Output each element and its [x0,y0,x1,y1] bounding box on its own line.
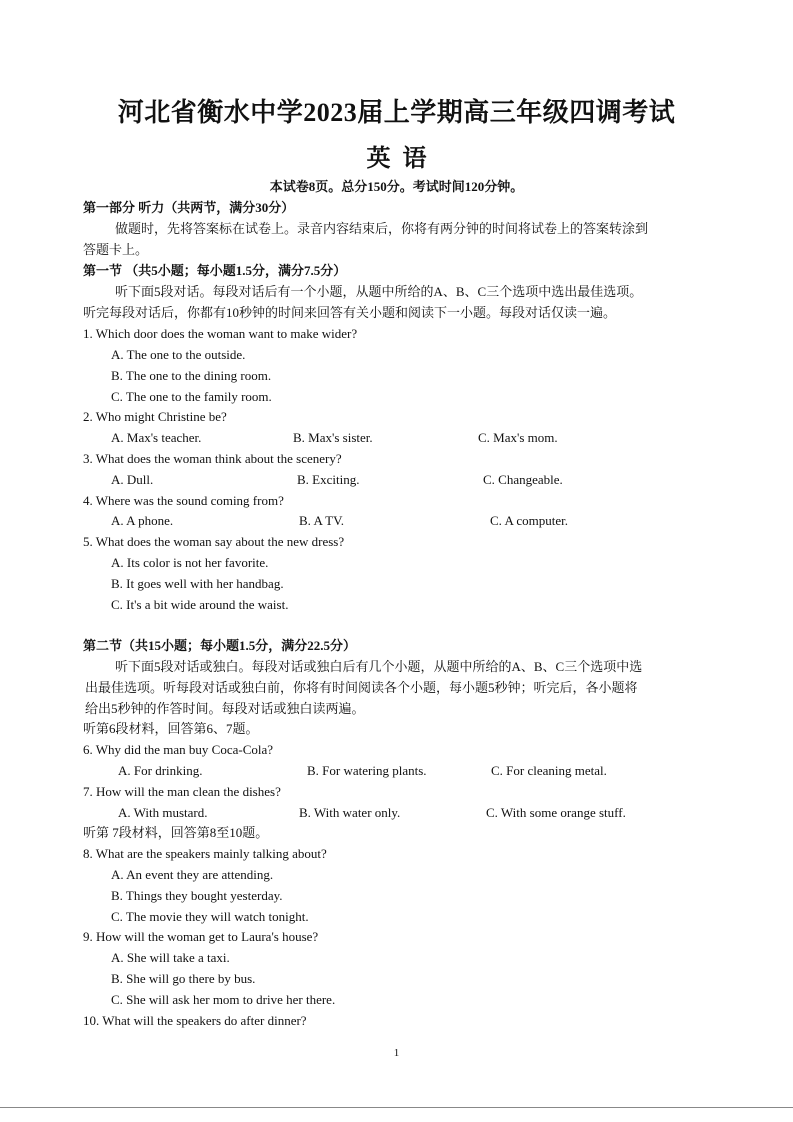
question-7-option-c: C. With some orange stuff. [486,805,626,820]
page-number: 1 [393,1047,400,1059]
section2-heading: 第二节（共15小题；每小题1.5分，满分22.5分） [83,638,357,653]
question-4-option-c: C. A computer. [490,513,568,528]
question-4-option-b: B. A TV. [299,513,345,528]
question-2: 2. Who might Christine be? [83,409,227,424]
material-7-note: 听第 7段材料，回答第8至10题。 [83,825,269,840]
question-1-option-a: A. The one to the outside. [111,347,246,362]
question-10: 10. What will the speakers do after dinner? [83,1013,307,1028]
part1-instruction: 做题时，先将答案标在试卷上。录音内容结束后，你将有两分钟的时间将试卷上的答案转涂到 [115,221,649,236]
part1-instruction-cont: 答题卡上。 [83,242,149,257]
page-bottom-divider [0,1107,793,1108]
section2-instruction: 听下面5段对话或独白。每段对话或独白后有几个小题，从题中所给的A、B、C三个选项中选 [115,659,643,674]
material-6-note: 听第6段材料，回答第6、7题。 [83,721,259,736]
question-8-option-c: C. The movie they will watch tonight. [111,909,309,924]
question-7-option-a: A. With mustard. [118,805,208,820]
subject-title: 英 语 [366,146,427,172]
section1-instruction: 听下面5段对话。每段对话后有一个小题，从题中所给的A、B、C三个选项中选出最佳选项。 [115,284,643,299]
question-9: 9. How will the woman get to Laura's house? [83,929,319,944]
question-6-option-b: B. For watering plants. [307,763,427,778]
exam-title: 河北省衡水中学2023届上学期高三年级四调考试 [117,98,676,127]
question-2-option-b: B. Max's sister. [293,430,373,445]
question-6-option-a: A. For drinking. [118,763,203,778]
question-3-option-a: A. Dull. [111,472,154,487]
section2-instruction-end: 给出5秒钟的作答时间。每段对话或独白读两遍。 [85,701,365,716]
question-1: 1. Which door does the woman want to make wider? [83,326,358,341]
question-8-option-b: B. Things they bought yesterday. [111,888,283,903]
question-5-option-b: B. It goes well with her handbag. [111,576,284,591]
question-4-option-a: A. A phone. [111,513,174,528]
question-6: 6. Why did the man buy Coca-Cola? [83,742,274,757]
question-8-option-a: A. An event they are attending. [111,867,274,882]
question-4: 4. Where was the sound coming from? [83,493,284,508]
question-9-option-c: C. She will ask her mom to drive her there. [111,992,336,1007]
question-3-option-c: C. Changeable. [483,472,563,487]
question-5-option-a: A. Its color is not her favorite. [111,555,269,570]
question-2-option-c: C. Max's mom. [478,430,558,445]
question-5: 5. What does the woman say about the new dress? [83,534,345,549]
question-3-option-b: B. Exciting. [297,472,360,487]
question-8: 8. What are the speakers mainly talking about? [83,846,327,861]
question-7-option-b: B. With water only. [299,805,401,820]
part1-heading: 第一部分 听力（共两节，满分30分） [83,200,295,215]
question-2-option-a: A. Max's teacher. [111,430,202,445]
section2-instruction-cont: 出最佳选项。听每段对话或独白前，你将有时间阅读各个小题，每小题5秒钟；听完后，各小题将 [85,680,638,695]
question-6-option-c: C. For cleaning metal. [491,763,607,778]
question-9-option-a: A. She will take a taxi. [111,950,230,965]
section1-heading: 第一节 （共5小题；每小题1.5分，满分7.5分） [83,263,347,278]
question-9-option-b: B. She will go there by bus. [111,971,256,986]
question-7: 7. How will the man clean the dishes? [83,784,281,799]
question-3: 3. What does the woman think about the scenery? [83,451,342,466]
question-1-option-b: B. The one to the dining room. [111,368,272,383]
question-5-option-c: C. It's a bit wide around the waist. [111,597,289,612]
exam-info: 本试卷8页。总分150分。考试时间120分钟。 [269,179,524,194]
section1-instruction-cont: 听完每段对话后，你都有10秒钟的时间来回答有关小题和阅读下一小题。每段对话仅读一遍。 [83,305,617,320]
question-1-option-c: C. The one to the family room. [111,389,272,404]
